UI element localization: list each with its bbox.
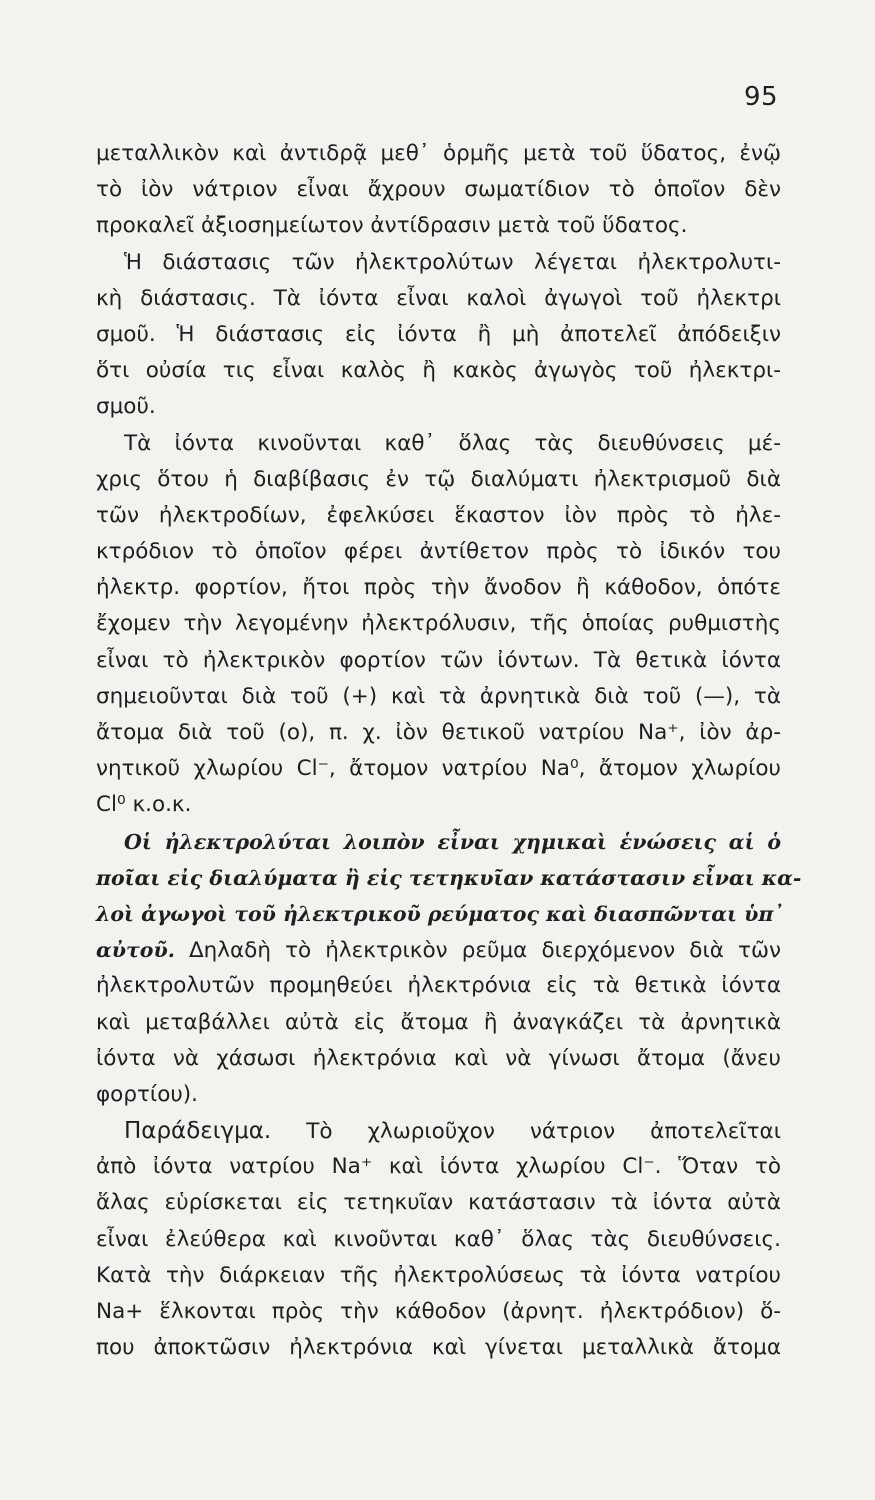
text-line bbox=[96, 1185, 781, 1221]
text-line bbox=[96, 715, 781, 751]
line-text: μεταλλικὸν καὶ ἀντιδρᾷ μεθ᾽ ὁρμῆς μετὰ τοῦ ὕδατος, ἐνῷ bbox=[96, 141, 781, 166]
text-line bbox=[96, 896, 784, 932]
text-line bbox=[96, 1041, 781, 1077]
text-line bbox=[96, 1149, 781, 1185]
text-line bbox=[96, 498, 781, 534]
line-text: τὸ ἰὸν νάτριον εἶναι ἄχρουν σωματίδιον τὸ ὁποῖον δὲν bbox=[96, 177, 781, 203]
emphasized-text: λοὶ ἀγωγοὶ τοῦ ἠλεκτρικοῦ ρεύματος καὶ διασπῶνται ὑπ᾽ bbox=[96, 901, 784, 926]
text-line bbox=[96, 932, 781, 968]
line-text: Cl⁰ κ.ο.κ. bbox=[96, 792, 192, 818]
text-line bbox=[96, 1005, 781, 1041]
text-line bbox=[96, 643, 781, 679]
emphasized-text: ποῖαι εἰς διαλύματα ἢ εἰς τετηκυῖαν κατάστασιν εἶναι κα- bbox=[96, 865, 802, 890]
line-text: φορτίου). bbox=[96, 1081, 199, 1107]
line-text: σημειοῦνται διὰ τοῦ (+) καὶ τὰ ἀρνητικὰ διὰ τοῦ (—), τὰ bbox=[96, 683, 781, 709]
line-text: εἶναι ἐλεύθερα καὶ κινοῦνται καθ᾽ ὅλας τὰς διευθύνσεις. bbox=[96, 1226, 781, 1252]
line-text: καὶ μεταβάλλει αὐτὰ εἰς ἄτομα ἢ ἀναγκάζει τὰ ἀρνητικὰ bbox=[96, 1009, 781, 1035]
text-line bbox=[96, 860, 802, 896]
line-text: ἠλεκτρ. φορτίον, ἤτοι πρὸς τὴν ἄνοδον ἢ κάθοδον, ὁπότε bbox=[96, 575, 781, 601]
text-line bbox=[96, 462, 781, 498]
text-line bbox=[96, 570, 781, 606]
line-text: ἄτομα διὰ τοῦ (ο), π. χ. ἰὸν θετικοῦ νατρίου Na⁺, ἰὸν ἀρ- bbox=[96, 720, 781, 745]
text-line bbox=[96, 1113, 781, 1149]
line-text: ἅλας εὑρίσκεται εἰς τετηκυῖαν κατάστασιν τὰ ἰόντα αὐτὰ bbox=[96, 1190, 781, 1216]
line-text: εἶναι τὸ ἠλεκτρικὸν φορτίον τῶν ἰόντων. Τὰ θετικὰ ἰόντα bbox=[96, 647, 781, 673]
text-line bbox=[96, 389, 781, 425]
text-line bbox=[96, 824, 781, 860]
text-line bbox=[96, 426, 781, 462]
example-heading: Παράδειγμα. bbox=[124, 1118, 272, 1145]
line-text: ἰόντα νὰ χάσωσι ἠλεκτρόνια καὶ νὰ γίνωσι ἄτομα (ἄνευ bbox=[96, 1045, 781, 1071]
page-number: 95 bbox=[744, 82, 779, 112]
emphasized-text: αὐτοῦ. bbox=[96, 938, 175, 963]
emphasized-text: Οἱ ἠλεκτρολύται λοιπὸν εἶναι χημικαὶ ἑνώσεις αἱ ὁ bbox=[124, 829, 781, 854]
text-line bbox=[96, 679, 781, 715]
text-line bbox=[96, 172, 781, 208]
line-text: Τὸ χλωριοῦχον νάτριον ἀποτελεῖται bbox=[271, 1119, 781, 1145]
line-text: ὅτι οὐσία τις εἶναι καλὸς ἢ κακὸς ἀγωγὸς τοῦ ἠλεκτρι- bbox=[96, 358, 781, 384]
line-text: σμοῦ. bbox=[96, 394, 156, 420]
line-text: κὴ διάστασις. Τὰ ἰόντα εἶναι καλοὶ ἀγωγοὶ τοῦ ἠλεκτρι bbox=[96, 285, 781, 311]
line-text: Κατὰ τὴν διάρκειαν τῆς ἠλεκτρολύσεως τὰ ἰόντα νατρίου bbox=[96, 1262, 781, 1288]
text-body bbox=[96, 136, 802, 1366]
text-line bbox=[96, 787, 781, 823]
line-text: τῶν ἠλεκτροδίων, ἐφελκύσει ἕκαστον ἰὸν πρὸς τὸ ἠλε- bbox=[96, 502, 781, 528]
line-text: ἀπὸ ἰόντα νατρίου Na⁺ καὶ ἰόντα χλωρίου Cl⁻. Ὅταν τὸ bbox=[96, 1154, 781, 1180]
line-text: χρις ὅτου ἡ διαβίβασις ἐν τῷ διαλύματι ἠλεκτρισμοῦ διὰ bbox=[96, 466, 781, 492]
line-text: κτρόδιον τὸ ὁποῖον φέρει ἀντίθετον πρὸς τὸ ἰδικόν του bbox=[96, 539, 781, 565]
text-line bbox=[96, 751, 781, 787]
text-line bbox=[96, 606, 781, 642]
text-line bbox=[96, 968, 781, 1004]
text-line bbox=[96, 136, 781, 172]
line-text: Τὰ ἰόντα κινοῦνται καθ᾽ ὅλας τὰς διευθύνσεις μέ- bbox=[124, 430, 781, 456]
line-text: Na+ ἕλκονται πρὸς τὴν κάθοδον (ἀρνητ. ἠλεκτρόδιον) ὅ- bbox=[96, 1299, 781, 1324]
text-line bbox=[96, 534, 781, 570]
text-line bbox=[96, 353, 781, 389]
text-line bbox=[96, 208, 781, 244]
line-text: σμοῦ. Ἡ διάστασις εἰς ἰόντα ἢ μὴ ἀποτελεῖ ἀπόδειξιν bbox=[96, 321, 781, 347]
text-line bbox=[96, 1077, 781, 1113]
line-text: ἠλεκτρολυτῶν προμηθεύει ἠλεκτρόνια εἰς τὰ θετικὰ ἰόντα bbox=[96, 973, 781, 999]
line-text: προκαλεῖ ἀξιοσημείωτον ἀντίδρασιν μετὰ τοῦ ὕδατος. bbox=[96, 213, 688, 239]
text-line bbox=[96, 281, 781, 317]
text-line bbox=[96, 1258, 781, 1294]
line-text: Ἡ διάστασις τῶν ἠλεκτρολύτων λέγεται ἠλεκτρολυτι- bbox=[124, 249, 781, 275]
line-text: που ἀποκτῶσιν ἠλεκτρόνια καὶ γίνεται μεταλλικὰ ἄτομα bbox=[96, 1335, 781, 1361]
text-line bbox=[96, 317, 781, 353]
text-line bbox=[96, 245, 781, 281]
line-text: ἔχομεν τὴν λεγομένην ἠλεκτρόλυσιν, τῆς ὁποίας ρυθμιστὴς bbox=[96, 611, 781, 637]
text-line bbox=[96, 1294, 781, 1330]
line-text: Δηλαδὴ τὸ ἠλεκτρικὸν ρεῦμα διερχόμενον διὰ τῶν bbox=[174, 938, 781, 964]
line-text: νητικοῦ χλωρίου Cl⁻, ἄτομον νατρίου Na⁰, ἄτομον χλωρίου bbox=[96, 756, 781, 782]
text-line bbox=[96, 1330, 781, 1366]
text-line bbox=[96, 1222, 781, 1258]
